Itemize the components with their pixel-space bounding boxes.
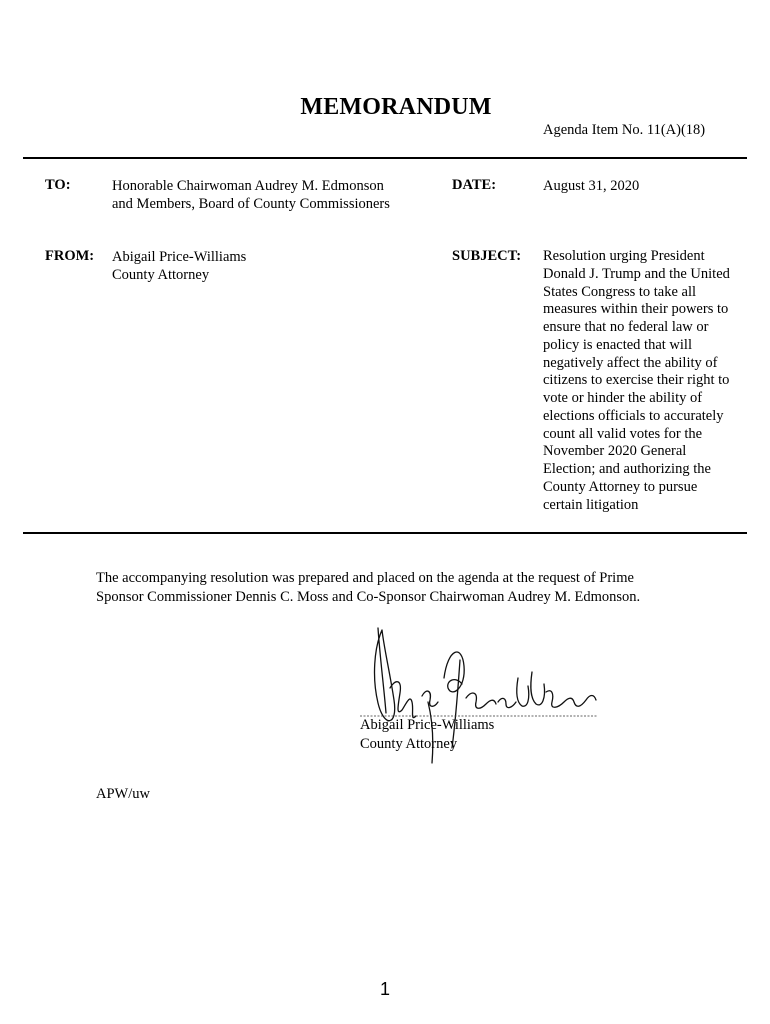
- subject-line: vote or hinder the ability of: [543, 390, 703, 406]
- subject-line: measures within their powers to: [543, 301, 729, 318]
- subject-line: States Congress to take all: [543, 283, 697, 300]
- page-number: 1: [379, 979, 390, 999]
- typist-initials: APW/uw: [96, 786, 150, 802]
- from-line-2: County Attorney: [112, 267, 210, 283]
- body-paragraph: [96, 569, 640, 606]
- bottom-divider: [23, 532, 747, 534]
- to-line-1: Honorable Chairwoman Audrey M. Edmonson: [112, 178, 384, 194]
- from-sender: [112, 248, 246, 284]
- agenda-item-number: Agenda Item No. 11(A)(18): [543, 122, 706, 138]
- subject-label: SUBJECT:: [452, 248, 522, 264]
- to-label: TO:: [45, 177, 71, 193]
- date-label-text: DATE:: [452, 177, 497, 193]
- subject-line: elections officials to accurately: [543, 407, 724, 424]
- subject-line: ensure that no federal law or: [543, 319, 709, 335]
- signatory-title: County Attorney: [360, 736, 458, 752]
- subject-line: negatively affect the ability of: [543, 354, 718, 371]
- top-divider: [23, 157, 747, 159]
- subject-line: policy is enacted that will: [543, 336, 692, 353]
- subject-text: [543, 248, 743, 514]
- subject-line: certain litigation: [543, 496, 639, 513]
- subject-line: Resolution urging President: [543, 248, 705, 264]
- memo-title: MEMORANDUM: [300, 94, 492, 120]
- subject-line: count all valid votes for the: [543, 425, 703, 442]
- subject-line: County Attorney to pursue: [543, 478, 698, 495]
- subject-line: November 2020 General: [543, 443, 687, 460]
- date-label: [452, 177, 496, 194]
- signatory-name: Abigail Price-Williams: [360, 717, 495, 733]
- subject-line: Election; and authorizing the: [543, 461, 711, 477]
- subject-line: citizens to exercise their right to: [543, 372, 730, 389]
- date-value: August 31, 2020: [543, 178, 640, 194]
- body-line-2: Sponsor Commissioner Dennis C. Moss and Co-Sponsor Chairwoman Audrey M. Edmonson.: [96, 588, 641, 605]
- from-line-1: Abigail Price-Williams: [112, 249, 247, 265]
- from-label: FROM:: [45, 248, 95, 264]
- subject-line: Donald J. Trump and the United: [543, 265, 730, 282]
- signature-block: [360, 716, 494, 754]
- to-recipient: [112, 177, 390, 213]
- to-line-2: and Members, Board of County Commissioners: [112, 196, 390, 212]
- body-line-1: The accompanying resolution was prepared and placed on the agenda at the request of Prime: [96, 570, 634, 586]
